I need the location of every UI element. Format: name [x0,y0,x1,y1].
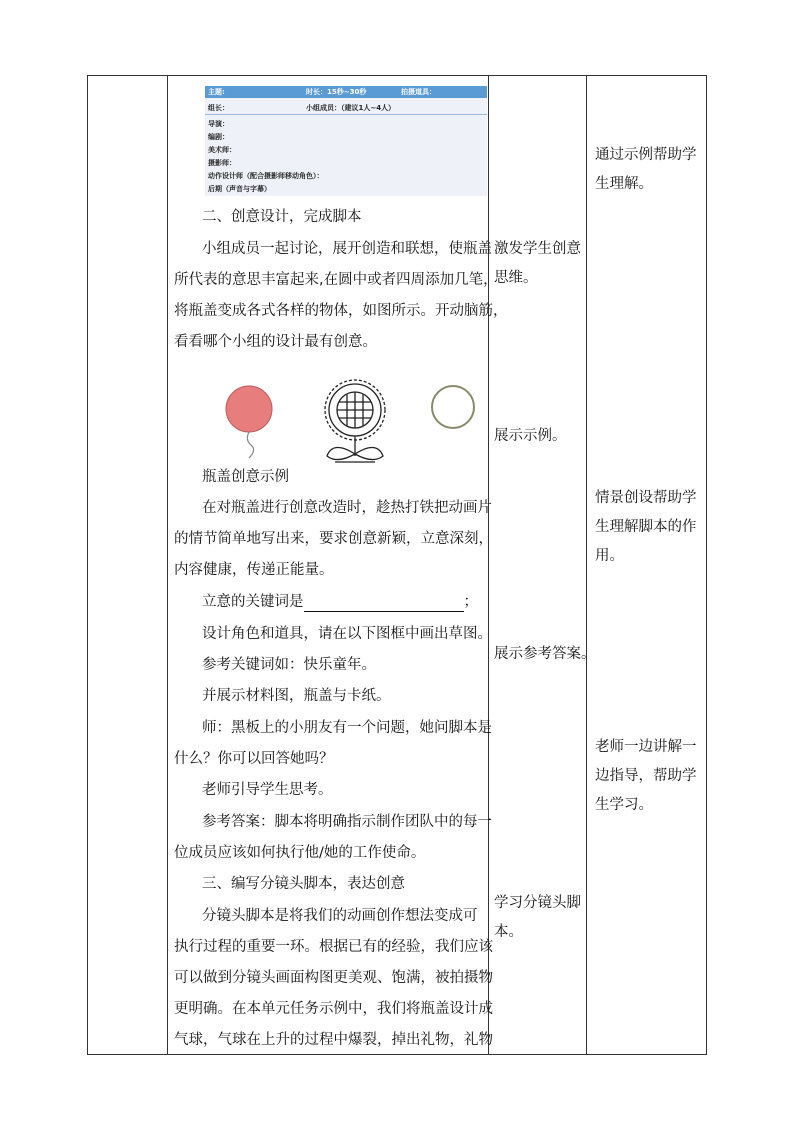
post-label: 后期（声音与字幕） [208,185,271,193]
design-intent [595,484,697,571]
intent-line: 边指导，帮助学 [595,768,697,784]
paragraph-line: 师：黑板上的小朋友有一个问题，她问脚本是 [202,720,492,736]
paragraph-line: 看看哪个小组的设计最有创意。 [174,334,377,350]
column-divider [586,75,587,1055]
paragraph-line: 参考答案：脚本将明确指示制作团队中的每一 [202,814,492,830]
student-activity [494,235,581,293]
design-intent [595,141,697,199]
divider [205,114,487,115]
props-label: 拍摄道具： [401,88,436,96]
student-activity [494,889,581,947]
group-info-table [205,86,487,196]
paragraph-line: 小组成员一起讨论，展开创造和联想，使瓶盖 [202,241,492,257]
paragraph-line: 参考关键词如：快乐童年。 [202,657,376,673]
student-activity [494,640,596,669]
student-activity [494,422,567,451]
paragraph-line: 设计角色和道具，请在以下图框中画出草图。 [202,626,492,642]
duration-label: 时长：15秒~30秒 [306,88,367,96]
column-divider [488,75,489,1055]
members-label: 小组成员：（建议1人~4人） [306,104,396,112]
activity-line: 学习分镜头脚 [494,895,581,911]
activity-line: 本。 [494,924,523,940]
intent-line: 生学习。 [595,797,653,813]
keyword-suffix: ； [463,594,478,610]
paragraph-line: 所代表的意思丰富起来,在圆中或者四周添加几笔， [174,272,498,288]
theme-label: 主题: [208,88,225,96]
flower-illustration [325,380,385,462]
paragraph-line: 气球，气球在上升的过程中爆裂，掉出礼物，礼物 [174,1032,493,1048]
camera-label: 摄影师： [208,159,236,167]
activity-line: 展示示例。 [494,428,567,444]
paragraph-line: 什么？你可以回答她吗？ [174,751,334,767]
intent-line: 生理解脚本的作 [595,519,697,535]
art-label: 美术师： [208,146,236,154]
paragraph-line: 并展示材料图，瓶盖与卡纸。 [202,688,391,704]
section2-title: 二、创意设计，完成脚本 [202,209,362,225]
balloon-illustration [226,386,272,458]
figure-caption: 瓶盖创意示例 [202,469,289,485]
activity-line: 激发学生创意 [494,241,581,257]
intent-line: 老师一边讲解一 [595,739,697,755]
paragraph-line: 更明确。在本单元任务示例中，我们将瓶盖设计成 [174,1001,493,1017]
info-table-header [205,86,487,98]
writer-label: 编剧： [208,133,229,141]
activity-line: 思维。 [494,270,538,286]
ring-illustration [432,386,474,428]
design-intent [595,733,697,820]
paragraph-line: 执行过程的重要一环。根据已有的经验，我们应该 [174,939,493,955]
column-divider [167,75,168,1055]
keyword-prefix: 立意的关键词是 [202,594,304,610]
paragraph-line: 的情节简单地写出来，要求创意新颖，立意深刻， [174,531,493,547]
paragraph-line: 位成员应该如何执行他/她的工作使命。 [174,845,426,861]
bottle-cap-examples [215,372,485,464]
paragraph-line: 内容健康，传递正能量。 [174,562,334,578]
leader-label: 组长： [208,104,229,112]
paragraph-line: 可以做到分镜头画面构图更美观、饱满，被拍摄物 [174,970,493,986]
director-label: 导演： [208,120,229,128]
keyword-prompt [202,592,478,612]
section3-title: 三、编写分镜头脚本，表达创意 [202,876,405,892]
paragraph-line: 分镜头脚本是将我们的动画创作想法变成可 [202,908,478,924]
activity-line: 展示参考答案。 [494,646,596,662]
paragraph-line: 在对瓶盖进行创意改造时，趁热打铁把动画片 [202,500,492,516]
paragraph-line: 将瓶盖变成各式各样的物体，如图所示。开动脑筋， [174,303,508,319]
intent-line: 通过示例帮助学 [595,147,697,163]
intent-line: 生理解。 [595,176,653,192]
intent-line: 情景创设帮助学 [595,490,697,506]
motion-label: 动作设计师（配合摄影师移动角色）： [208,172,324,180]
paragraph-line: 老师引导学生思考。 [202,782,333,798]
intent-line: 用。 [595,548,624,564]
keyword-blank[interactable] [304,597,464,612]
